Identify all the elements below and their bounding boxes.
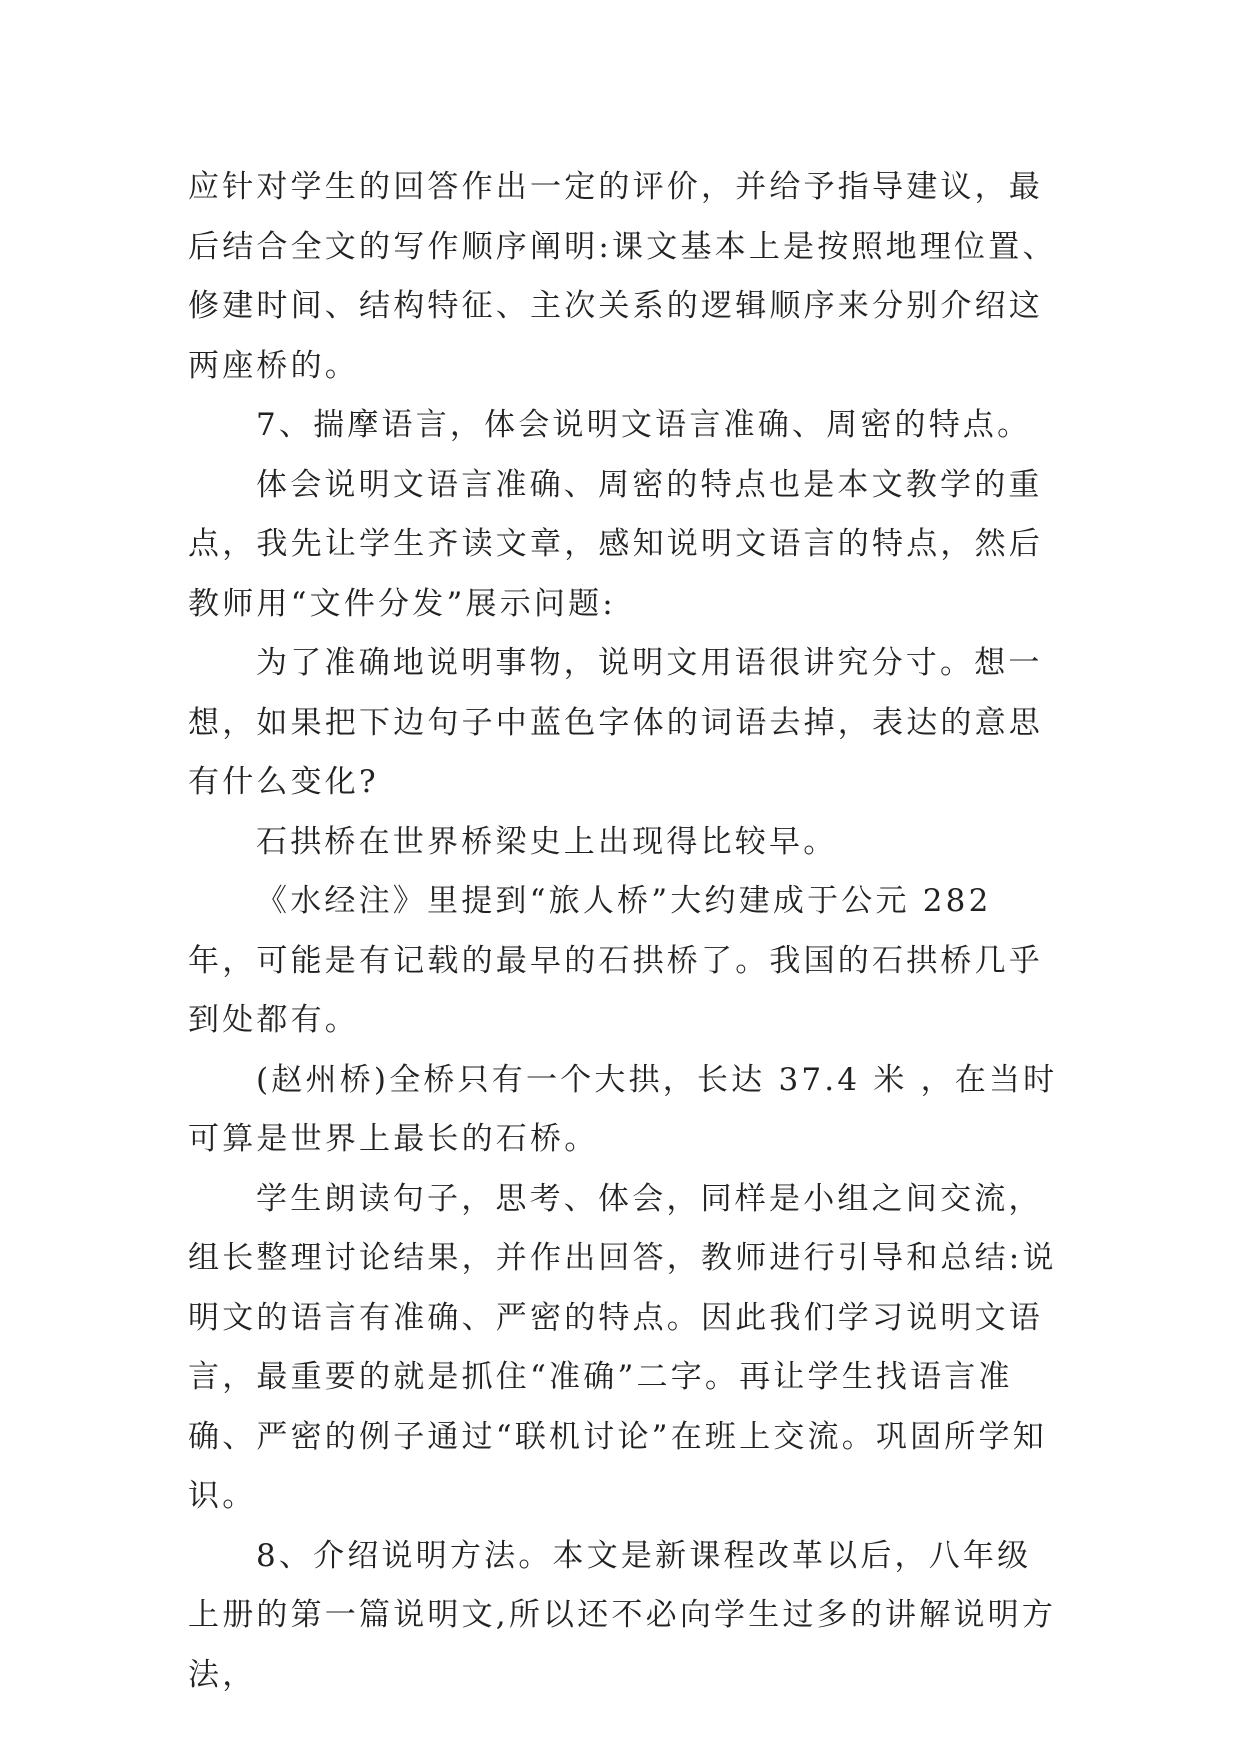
paragraph-language-features: 体会说明文语言准确、周密的特点也是本文教学的重点，我先让学生齐读文章，感知说明文语言的特点，然后教师用“文件分发”展示问题: xyxy=(188,466,1043,622)
paragraph-example-2: 《水经注》里提到“旅人桥”大约建成于公元 282 年，可能是有记载的最早的石拱桥了。我国的石拱桥几乎到处都有。 xyxy=(188,883,1043,1038)
paragraph-evaluation: 应针对学生的回答作出一定的评价，并给予指导建议，最后结合全文的写作顺序阐明:课文基本上是按照地理位置、修建时间、结构特征、主次关系的逻辑顺序来分别介绍这两座桥的。 xyxy=(188,169,1057,384)
paragraph-example-1: 石拱桥在世界桥梁史上出现得比较早。 xyxy=(256,823,838,860)
paragraph-question: 为了准确地说明事物，说明文用语很讲究分寸。想一想，如果把下边句子中蓝色字体的词语去掉，表达的意思有什么变化? xyxy=(188,645,1043,800)
paragraph-student-reading: 学生朗读句子，思考、体会，同样是小组之间交流，组长整理讨论结果，并作出回答，教师进行引导和总结:说明文的语言有准确、严密的特点。因此我们学习说明文语言，最重要的就是抓住“准确”二字。再让学生找语言准确、严密的例子通过“联机讨论”在班上交流。巩固所学知识。 xyxy=(188,1180,1057,1514)
paragraph-step-8-heading: 8、介绍说明方法。本文是新课程改革以后，八年级上册的第一篇说明文,所以还不必向学生过多的讲解说明方法， xyxy=(188,1537,1057,1693)
paragraph-step-7-heading: 7、揣摩语言，体会说明文语言准确、周密的特点。 xyxy=(256,407,1032,443)
document-body xyxy=(188,158,1058,1705)
paragraph-example-3: (赵州桥)全桥只有一个大拱，长达 37.4 米 ，在当时可算是世界上最长的石桥。 xyxy=(188,1061,1058,1157)
